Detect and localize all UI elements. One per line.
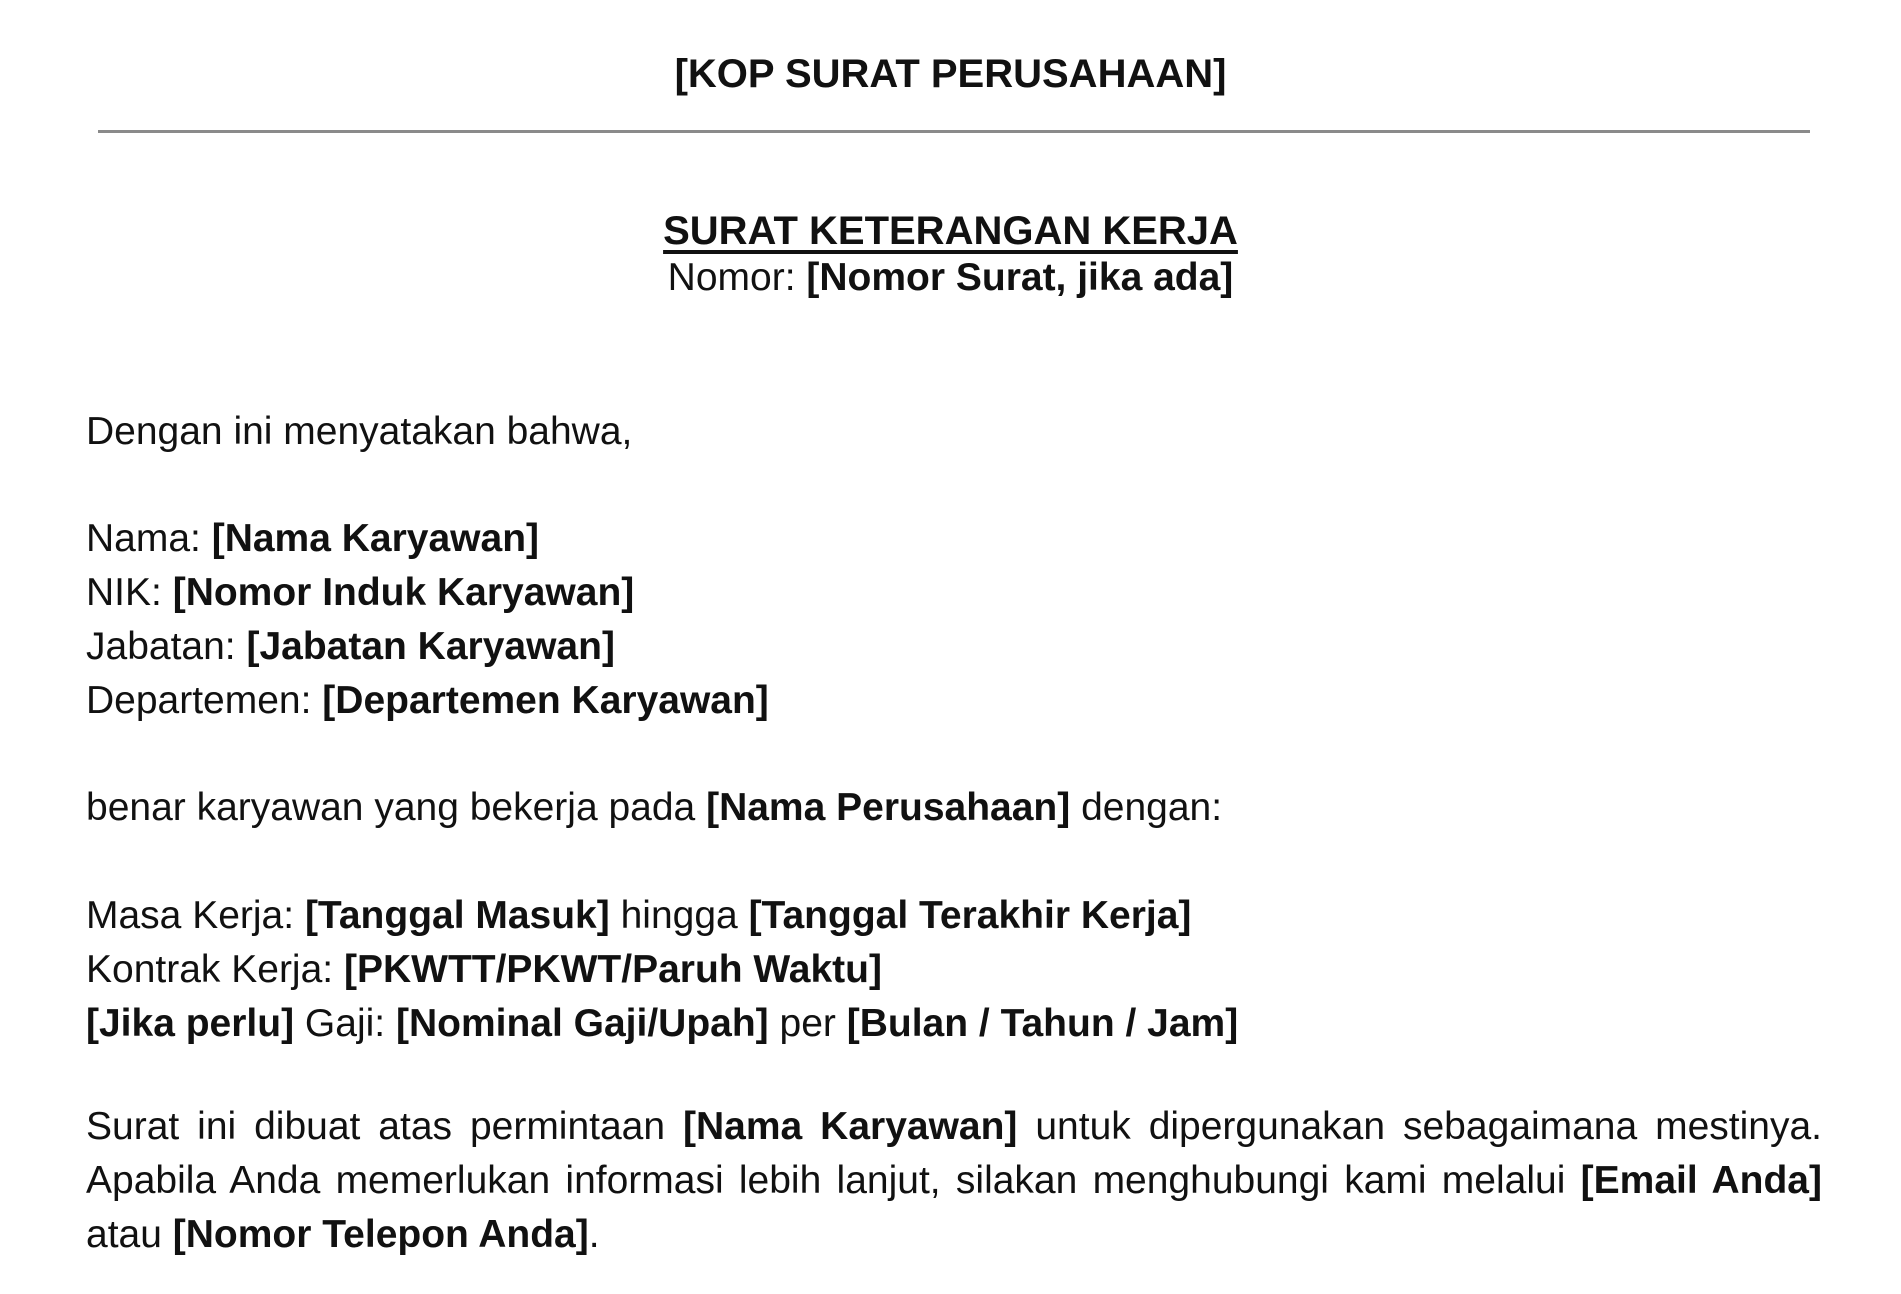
employee-name-line — [86, 515, 539, 563]
employee-department-line — [86, 677, 769, 725]
closing-text-3: atau — [86, 1213, 162, 1256]
company-line-suffix: dengan: — [1081, 786, 1223, 829]
letter-number-line — [0, 254, 1901, 302]
letter-number-value: [Nomor Surat, jika ada] — [806, 256, 1234, 299]
employee-position-value: [Jabatan Karyawan] — [246, 625, 615, 668]
salary-optional-note: [Jika perlu] — [86, 1002, 295, 1045]
employee-position-line — [86, 623, 615, 671]
closing-employee-name: [Nama Karyawan] — [683, 1105, 1018, 1148]
contract-value: [PKWTT/PKWT/Paruh Waktu] — [343, 948, 882, 991]
closing-email: [Email Anda] — [1580, 1159, 1822, 1202]
contract-line — [86, 946, 882, 994]
contract-label: Kontrak Kerja: — [86, 948, 334, 991]
employee-position-label: Jabatan: — [86, 625, 236, 668]
letterhead-divider — [98, 130, 1810, 133]
closing-phone: [Nomor Telepon Anda] — [172, 1213, 589, 1256]
work-period-line — [86, 892, 1191, 940]
closing-text-1: Surat ini dibuat atas permintaan — [86, 1105, 666, 1148]
letterhead-placeholder: [KOP SURAT PERUSAHAAN] — [674, 52, 1227, 96]
salary-line — [86, 1000, 1238, 1048]
company-line-prefix: benar karyawan yang bekerja pada — [86, 786, 696, 829]
work-period-label: Masa Kerja: — [86, 894, 295, 937]
salary-connector: per — [779, 1002, 836, 1045]
employee-nik-label: NIK: — [86, 571, 162, 614]
employee-department-value: [Departemen Karyawan] — [322, 679, 769, 722]
work-start-value: [Tanggal Masuk] — [304, 894, 610, 937]
employee-name-label: Nama: — [86, 517, 201, 560]
salary-value: [Nominal Gaji/Upah] — [395, 1002, 769, 1045]
employee-nik-line — [86, 569, 634, 617]
letter-number-label: Nomor: — [667, 256, 796, 299]
salary-label: Gaji: — [304, 1002, 386, 1045]
closing-paragraph — [86, 1100, 1822, 1262]
employee-nik-value: [Nomor Induk Karyawan] — [172, 571, 635, 614]
employee-name-value: [Nama Karyawan] — [211, 517, 540, 560]
work-period-connector: hingga — [620, 894, 738, 937]
closing-period: . — [588, 1213, 600, 1256]
closing-text-2: untuk dipergunakan sebagaimana mestinya. Apabila Anda memerlukan informasi lebih lanjut, silakan menghubungi kami melalui — [86, 1105, 1822, 1202]
salary-period-value: [Bulan / Tahun / Jam] — [846, 1002, 1239, 1045]
letter-title: SURAT KETERANGAN KERJA — [663, 209, 1238, 253]
work-end-value: [Tanggal Terakhir Kerja] — [748, 894, 1192, 937]
intro-text: Dengan ini menyatakan bahwa, — [86, 410, 633, 453]
company-line — [86, 784, 1222, 832]
company-name-value: [Nama Perusahaan] — [706, 786, 1071, 829]
employee-department-label: Departemen: — [86, 679, 312, 722]
